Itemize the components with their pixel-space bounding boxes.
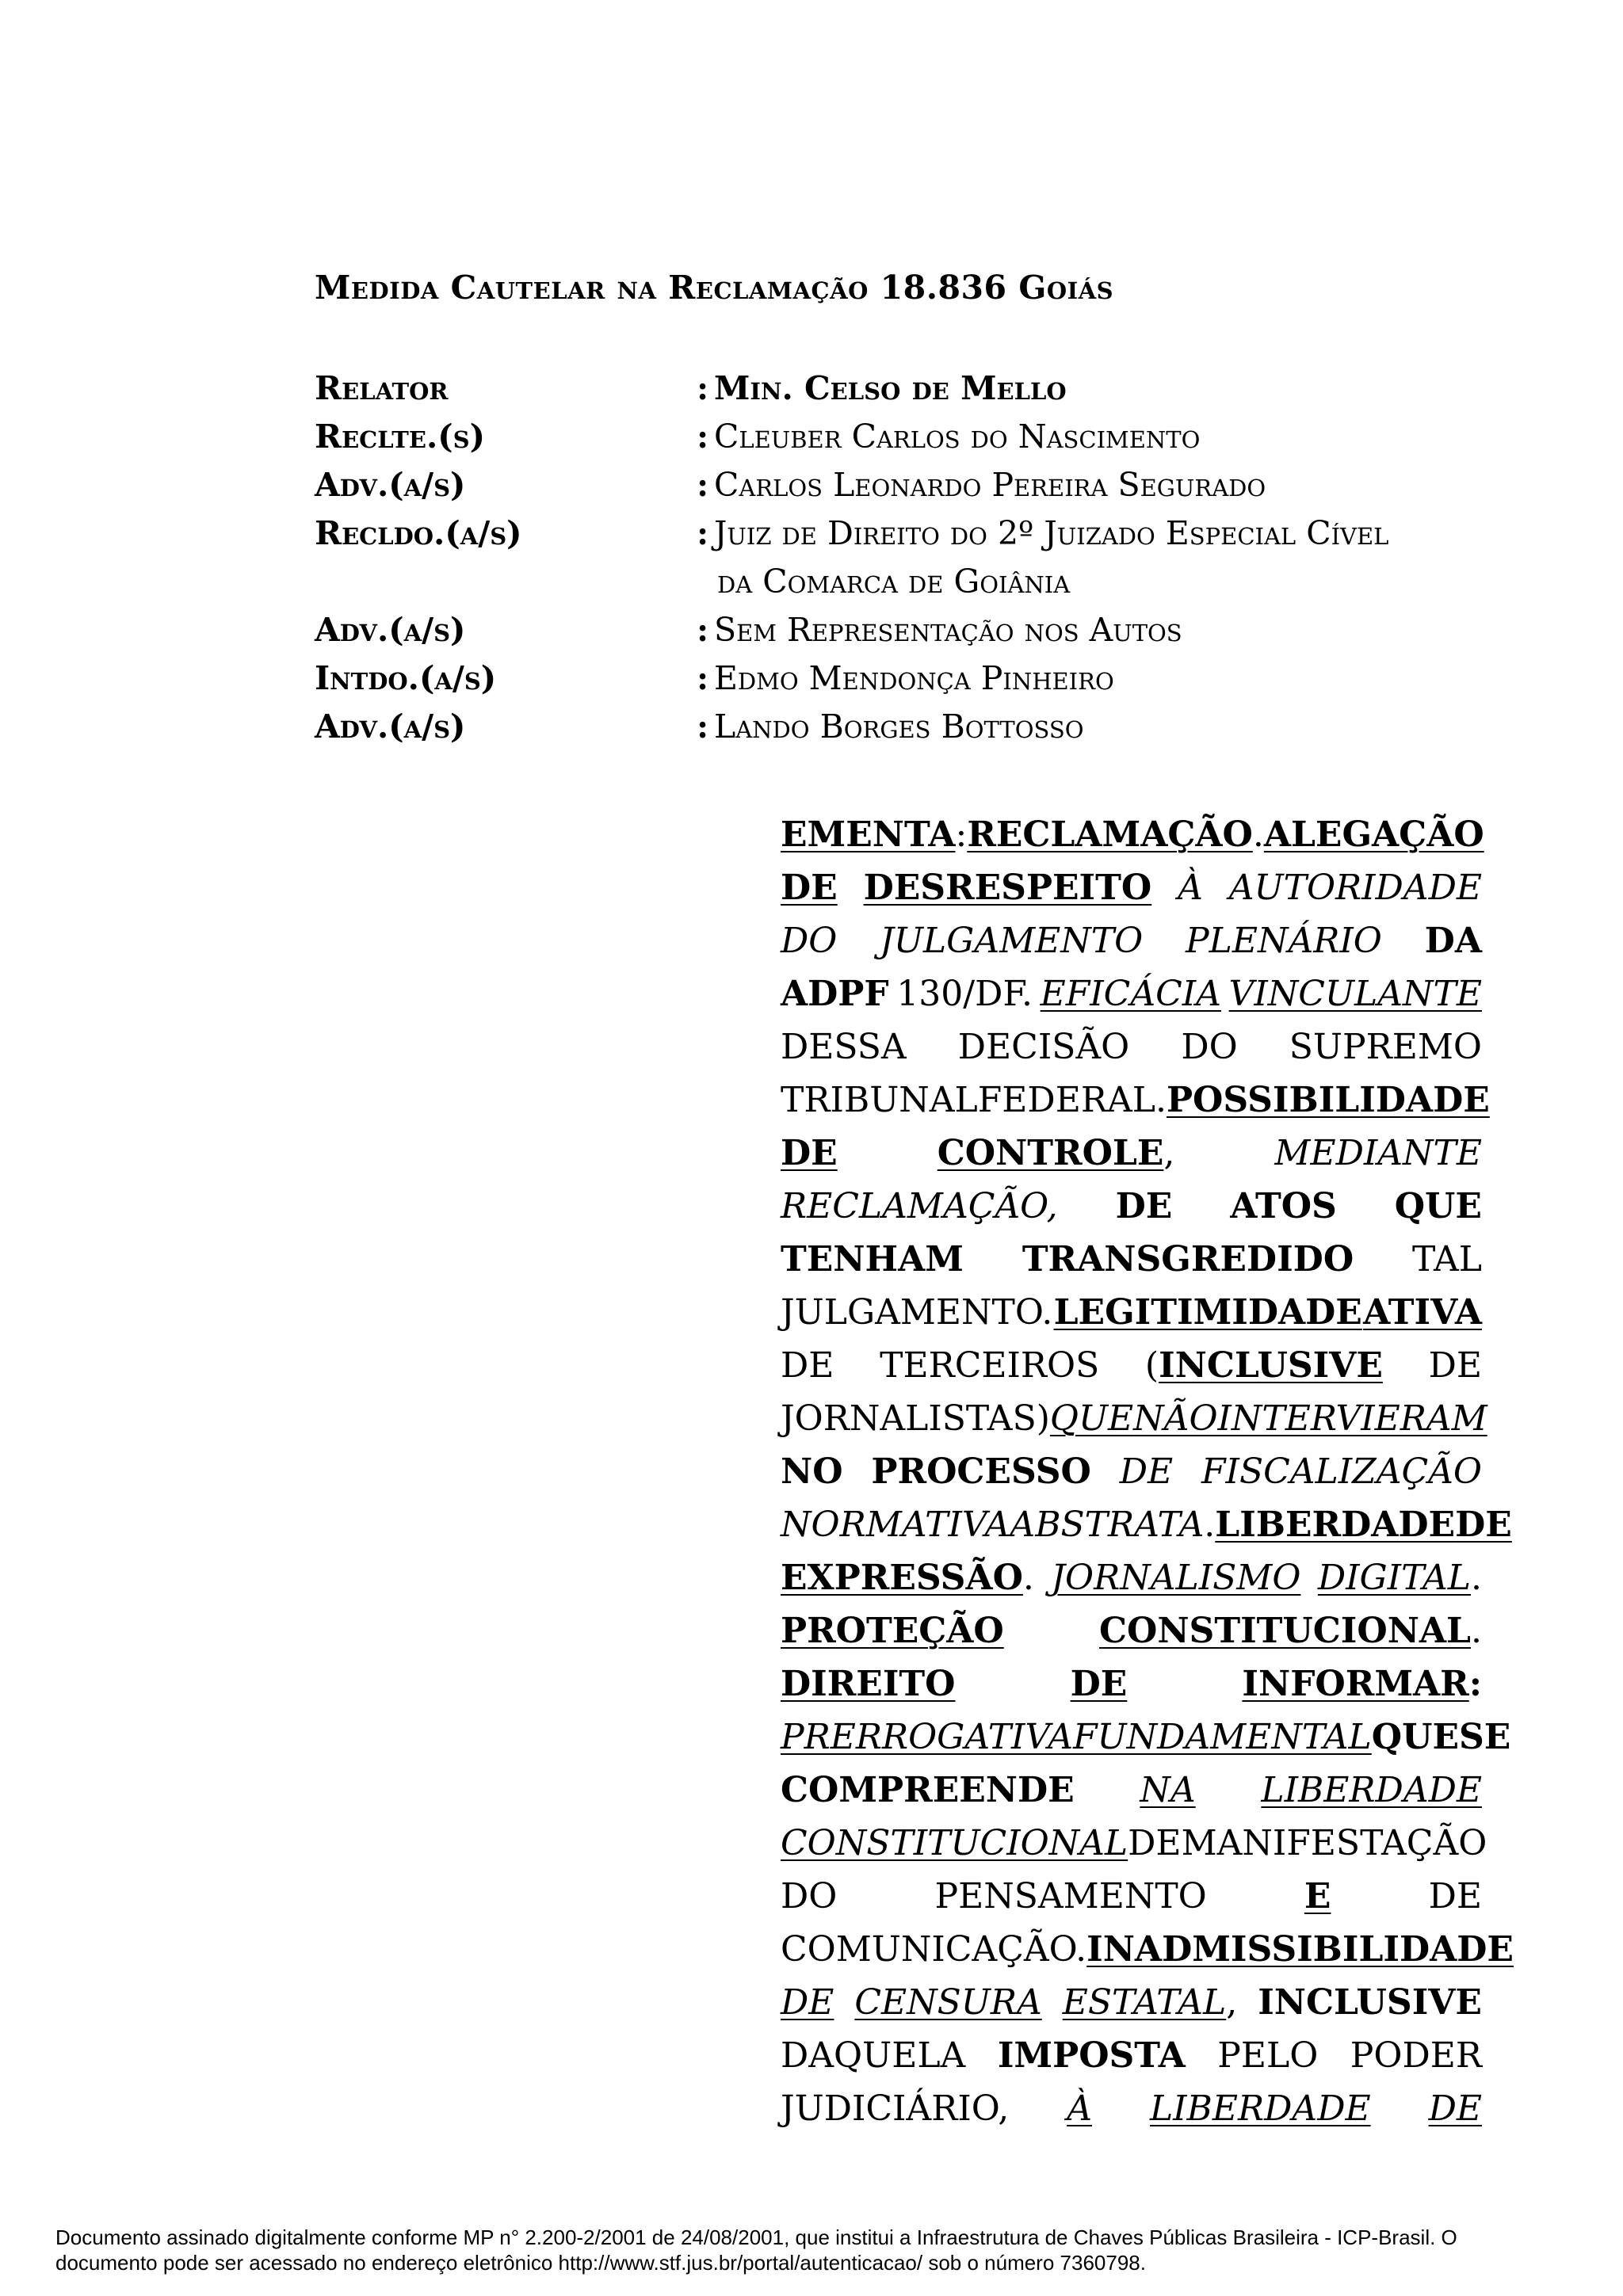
party-colon: : <box>697 659 709 697</box>
ementa-word <box>1395 1180 1482 1233</box>
ementa-segment: DE <box>1428 1876 1482 1917</box>
ementa-segment: ( <box>1144 1345 1159 1386</box>
ementa-word <box>1217 2029 1318 2082</box>
ementa-segment: DA <box>1424 921 1482 961</box>
ementa-word <box>1459 1711 1510 1764</box>
ementa-segment: INCLUSIVE <box>1159 1345 1383 1386</box>
ementa-word <box>1050 1392 1133 1445</box>
ementa-segment: INADMISSIBILIDADE <box>1086 1929 1514 1970</box>
ementa-segment: DE <box>781 1345 834 1386</box>
ementa-line <box>781 1976 1482 2029</box>
ementa-word <box>935 1870 1207 1923</box>
ementa-word <box>781 1764 1075 1817</box>
party-value: Cleuber Carlos do Nascimento <box>714 418 1201 456</box>
ementa-word <box>880 914 1143 967</box>
ementa-segment: SUPREMO <box>1289 1027 1482 1067</box>
ementa-segment: ATIVA <box>1363 1292 1482 1333</box>
ementa-word <box>1304 1870 1331 1923</box>
ementa-line <box>781 1498 1512 1551</box>
ementa-word <box>781 1180 1058 1233</box>
signature-footer <box>55 2225 1561 2275</box>
ementa-segment: À <box>1178 868 1203 908</box>
ementa-line <box>781 1445 1482 1498</box>
ementa-segment: DE <box>781 868 838 908</box>
ementa-segment: PROTEÇÃO <box>781 1611 1004 1651</box>
ementa-word <box>781 967 889 1020</box>
ementa-word <box>1425 914 1482 967</box>
ementa-word <box>1274 1127 1482 1180</box>
ementa-word <box>1455 1498 1512 1551</box>
ementa-segment: INCLUSIVE <box>1258 1982 1482 2023</box>
ementa-segment: : <box>1468 1664 1482 1704</box>
ementa-line <box>781 1074 1490 1127</box>
ementa-word <box>1201 1445 1482 1498</box>
ementa-segment: . <box>1471 1611 1482 1651</box>
ementa-segment: DE <box>781 1133 838 1173</box>
ementa-segment: TRIBUNAL <box>781 1080 978 1120</box>
party-row <box>315 509 1487 606</box>
ementa-word <box>781 1711 1073 1764</box>
ementa-segment: À <box>1067 2088 1092 2129</box>
ementa-word <box>1264 808 1484 861</box>
ementa-segment: DE <box>1455 1505 1512 1545</box>
ementa-line <box>781 1870 1482 1923</box>
party-label: Relator <box>315 369 449 407</box>
ementa-line <box>781 1817 1487 1870</box>
ementa-segment: EXPRESSÃO <box>781 1558 1023 1598</box>
ementa-word <box>781 1657 956 1711</box>
ementa-segment: . <box>1252 814 1264 855</box>
party-label: Adv.(a/s) <box>315 466 466 504</box>
ementa-word <box>1133 1392 1217 1445</box>
ementa-word <box>1242 1657 1482 1711</box>
ementa-segment: MEDIANTE <box>1274 1133 1482 1173</box>
party-value: Edmo Mendonça Pinheiro <box>714 659 1114 697</box>
ementa-word <box>864 861 1152 914</box>
ementa-line <box>781 1127 1482 1180</box>
ementa-segment: JULGAMENTO <box>880 921 1144 961</box>
ementa-word <box>1178 861 1203 914</box>
ementa-segment: DE <box>1070 1664 1128 1704</box>
ementa-segment: PROCESSO <box>871 1451 1091 1492</box>
ementa-word <box>1067 2082 1092 2135</box>
party-colon: : <box>697 369 709 407</box>
ementa-word <box>1229 967 1482 1020</box>
ementa-line <box>781 1339 1482 1392</box>
ementa-segment: ATOS <box>1230 1186 1337 1226</box>
ementa-word <box>1063 1976 1238 2029</box>
ementa-segment: CONTROLE <box>937 1133 1164 1173</box>
ementa-line <box>781 1657 1482 1711</box>
ementa-segment: TENHAM <box>781 1239 964 1280</box>
ementa-segment: MANIFESTAÇÃO <box>1181 1823 1487 1863</box>
ementa-segment: EMENTA <box>781 814 956 855</box>
party-label: Adv.(a/s) <box>315 611 466 649</box>
ementa-segment: NORMATIVA <box>781 1505 1010 1545</box>
party-colon: : <box>697 707 709 746</box>
ementa-segment: RECLAMAÇÃO, <box>781 1186 1058 1226</box>
ementa-segment: EFICÁCIA <box>1040 974 1221 1014</box>
footer-line: Documento assinado digitalmente conforme MP n° 2.200-2/2001 de 24/08/2001, que institui a Infraestrutura de Chaves Públicas Brasileira - ICP-Brasil. O <box>55 2225 1457 2249</box>
ementa-segment: NA <box>1140 1770 1196 1810</box>
ementa-segment: INFORMAR <box>1242 1664 1469 1704</box>
ementa-word <box>1128 1817 1181 1870</box>
ementa-segment: FISCALIZAÇÃO <box>1201 1451 1482 1492</box>
ementa-segment: QUE <box>1371 1717 1460 1757</box>
ementa-line <box>781 1286 1482 1339</box>
ementa-segment: CENSURA <box>854 1982 1042 2023</box>
page-title: Medida Cautelar na Reclamação 18.836 Goiás <box>315 269 1114 307</box>
party-row <box>315 654 1487 703</box>
ementa-word <box>1186 914 1382 967</box>
ementa-word <box>781 2082 1009 2135</box>
ementa-line <box>781 914 1482 967</box>
party-colon: : <box>697 466 709 504</box>
ementa-word <box>1140 1764 1195 1817</box>
ementa-segment: , <box>1163 1133 1175 1173</box>
party-value <box>714 509 1481 606</box>
ementa-segment: TRANSGREDIDO <box>1022 1239 1354 1280</box>
ementa-word <box>1318 1551 1482 1604</box>
ementa-segment: PELO <box>1217 2035 1319 2076</box>
ementa-segment: SE <box>1459 1717 1511 1757</box>
party-value: Min. Celso de Mello <box>714 369 1067 407</box>
ementa-word <box>1145 1339 1383 1392</box>
ementa-segment: DO <box>1181 1027 1238 1067</box>
ementa-line <box>781 861 1482 914</box>
ementa-word <box>781 1339 834 1392</box>
ementa-word <box>978 1074 1167 1127</box>
ementa-word <box>1429 1870 1482 1923</box>
ementa-segment: DESRESPEITO <box>863 868 1152 908</box>
ementa-segment: ADPF <box>781 974 889 1014</box>
ementa-word <box>1071 1657 1128 1711</box>
ementa-segment: COMUNICAÇÃO. <box>781 1929 1087 1970</box>
ementa-segment: DESSA <box>781 1027 907 1067</box>
ementa-word <box>781 1445 843 1498</box>
ementa-word <box>1182 1817 1487 1870</box>
ementa-segment: ALEGAÇÃO <box>1263 814 1484 855</box>
ementa-word <box>781 1392 1050 1445</box>
ementa-segment: JORNALISTAS) <box>781 1398 1050 1439</box>
ementa-word <box>1429 1339 1482 1392</box>
ementa-segment: FUNDAMENTAL <box>1073 1717 1372 1757</box>
ementa-segment: FEDERAL. <box>977 1080 1167 1120</box>
ementa-segment: LIBERDADE <box>1215 1505 1456 1545</box>
ementa-word <box>1215 1498 1455 1551</box>
ementa-segment: PENSAMENTO <box>934 1876 1207 1917</box>
party-value-line1: Juiz de Direito do 2º Juizado Especial Cível <box>714 514 1389 552</box>
ementa-segment: DE <box>1115 1186 1173 1226</box>
ementa-word <box>781 1498 1010 1551</box>
ementa-segment: , <box>1226 1982 1238 2023</box>
ementa-segment: DE <box>1428 1345 1482 1386</box>
ementa-segment: DAQUELA <box>781 2035 966 2076</box>
ementa-word <box>958 1020 1129 1074</box>
ementa-line <box>781 1764 1482 1817</box>
ementa-word <box>781 861 838 914</box>
ementa-word <box>781 1976 834 2029</box>
ementa-segment: INTERVIERAM <box>1217 1398 1487 1439</box>
ementa-word <box>1261 1764 1482 1817</box>
ementa-segment: ESTATAL <box>1062 1982 1227 2023</box>
ementa-word <box>1120 1445 1173 1498</box>
ementa-word <box>781 2029 965 2082</box>
ementa-line <box>781 1711 1511 1764</box>
ementa-segment: NO <box>781 1451 843 1492</box>
ementa-segment: JUDICIÁRIO, <box>781 2088 1010 2129</box>
party-row <box>315 413 1487 461</box>
ementa-segment: PRERROGATIVA <box>781 1717 1073 1757</box>
ementa-segment: DE <box>1119 1451 1174 1492</box>
ementa-segment: IMPOSTA <box>997 2035 1186 2076</box>
ementa-word <box>880 1339 1099 1392</box>
ementa-segment: CONSTITUCIONAL <box>1098 1611 1471 1651</box>
party-row <box>315 461 1487 509</box>
ementa-line <box>781 1180 1482 1233</box>
ementa-word <box>998 2029 1186 2082</box>
ementa-segment: JULGAMENTO. <box>781 1292 1053 1333</box>
ementa-word <box>1150 2082 1371 2135</box>
ementa-word <box>1010 1498 1215 1551</box>
ementa-line <box>781 1233 1482 1286</box>
ementa-word <box>938 1127 1175 1180</box>
ementa-segment: TAL <box>1412 1239 1482 1280</box>
party-value: Lando Borges Bottosso <box>714 707 1084 746</box>
ementa-segment: 130/DF. <box>896 974 1033 1014</box>
ementa-line <box>781 1923 1514 1976</box>
party-row <box>315 364 1487 413</box>
ementa-word <box>1363 1286 1482 1339</box>
ementa-word <box>1230 1180 1337 1233</box>
party-label: Reclte.(s) <box>315 418 485 456</box>
ementa-segment: . <box>1022 1558 1034 1598</box>
parties-table <box>315 364 1487 751</box>
ementa-segment: NÃO <box>1133 1398 1218 1439</box>
ementa-word <box>1073 1711 1372 1764</box>
ementa-word <box>1218 1392 1487 1445</box>
party-label: Intdo.(a/s) <box>315 659 497 697</box>
ementa-word <box>781 1870 837 1923</box>
ementa-segment: JORNALISMO <box>1051 1558 1301 1598</box>
ementa-word <box>1350 2029 1482 2082</box>
ementa-segment: DO <box>781 921 838 961</box>
ementa-word <box>1229 861 1482 914</box>
ementa-block <box>781 808 1514 2135</box>
ementa-line <box>781 808 1482 861</box>
ementa-segment: DE <box>1128 1823 1182 1863</box>
ementa-word <box>1054 1286 1362 1339</box>
party-row <box>315 703 1487 751</box>
ementa-segment: TERCEIROS <box>880 1345 1100 1386</box>
ementa-line <box>781 2029 1482 2082</box>
ementa-segment: COMPREENDE <box>781 1770 1075 1810</box>
ementa-segment: LIBERDADE <box>1261 1770 1482 1810</box>
ementa-word <box>1167 1074 1490 1127</box>
ementa-segment: DIREITO <box>781 1664 956 1704</box>
ementa-word <box>1412 1233 1482 1286</box>
ementa-line <box>781 1392 1487 1445</box>
ementa-segment: DECISÃO <box>957 1027 1130 1067</box>
ementa-word <box>781 1923 1086 1976</box>
ementa-segment: QUE <box>1049 1398 1134 1439</box>
ementa-segment: AUTORIDADE <box>1228 868 1482 908</box>
ementa-word <box>967 808 1264 861</box>
ementa-word <box>781 1020 907 1074</box>
ementa-word <box>1372 1711 1459 1764</box>
ementa-segment: PLENÁRIO <box>1186 921 1382 961</box>
ementa-segment: LEGITIMIDADE <box>1053 1292 1362 1333</box>
ementa-word <box>1051 1551 1300 1604</box>
party-label: Recldo.(a/s) <box>315 514 522 552</box>
ementa-word <box>1258 1976 1482 2029</box>
ementa-word <box>871 1445 1090 1498</box>
party-value: Sem Representação nos Autos <box>714 611 1182 649</box>
ementa-segment: . <box>1204 1505 1216 1545</box>
ementa-segment: LIBERDADE <box>1149 2088 1371 2129</box>
ementa-segment: DIGITAL <box>1317 1558 1471 1598</box>
ementa-word <box>1181 1020 1237 1074</box>
party-label: Adv.(a/s) <box>315 707 466 746</box>
ementa-segment: E <box>1304 1876 1331 1917</box>
ementa-segment: CONSTITUCIONAL <box>781 1823 1128 1863</box>
ementa-segment: DE <box>1428 2088 1482 2129</box>
ementa-word <box>1041 967 1221 1020</box>
ementa-segment: : <box>955 814 968 855</box>
party-value-line2: da Comarca de Goiânia <box>717 563 1071 601</box>
ementa-word <box>781 1127 838 1180</box>
ementa-line <box>781 967 1482 1020</box>
ementa-segment: RECLAMAÇÃO <box>967 814 1253 855</box>
footer-line: documento pode ser acessado no endereço eletrônico http://www.stf.jus.br/portal/autenticacao/ sob o número 7360798. <box>55 2251 1146 2275</box>
ementa-segment: VINCULANTE <box>1228 974 1482 1014</box>
party-value: Carlos Leonardo Pereira Segurado <box>714 466 1266 504</box>
ementa-line <box>781 1604 1482 1657</box>
ementa-word <box>781 1074 978 1127</box>
ementa-line <box>781 1551 1482 1604</box>
ementa-segment: ABSTRATA <box>1010 1505 1205 1545</box>
ementa-word <box>1099 1604 1482 1657</box>
ementa-word <box>1116 1180 1173 1233</box>
party-row <box>315 606 1487 654</box>
ementa-word <box>781 1604 1004 1657</box>
party-colon: : <box>697 514 709 552</box>
ementa-segment: POSSIBILIDADE <box>1166 1080 1490 1120</box>
ementa-word <box>781 914 837 967</box>
party-colon: : <box>697 611 709 649</box>
ementa-word <box>1022 1233 1354 1286</box>
ementa-word <box>896 967 1033 1020</box>
ementa-word <box>781 1817 1128 1870</box>
ementa-word <box>781 1233 964 1286</box>
ementa-word <box>1289 1020 1482 1074</box>
ementa-word <box>1429 2082 1482 2135</box>
ementa-line <box>781 2082 1482 2135</box>
ementa-word <box>1086 1923 1514 1976</box>
ementa-segment: . <box>1471 1558 1482 1598</box>
ementa-segment: QUE <box>1394 1186 1482 1226</box>
ementa-segment: PODER <box>1350 2035 1482 2076</box>
ementa-word <box>854 1976 1041 2029</box>
ementa-line <box>781 1020 1482 1074</box>
ementa-segment: DO <box>781 1876 838 1917</box>
ementa-word <box>781 1286 1052 1339</box>
ementa-word <box>781 1551 1034 1604</box>
party-colon: : <box>697 418 709 456</box>
ementa-word <box>781 808 967 861</box>
ementa-segment: DE <box>781 1982 834 2023</box>
